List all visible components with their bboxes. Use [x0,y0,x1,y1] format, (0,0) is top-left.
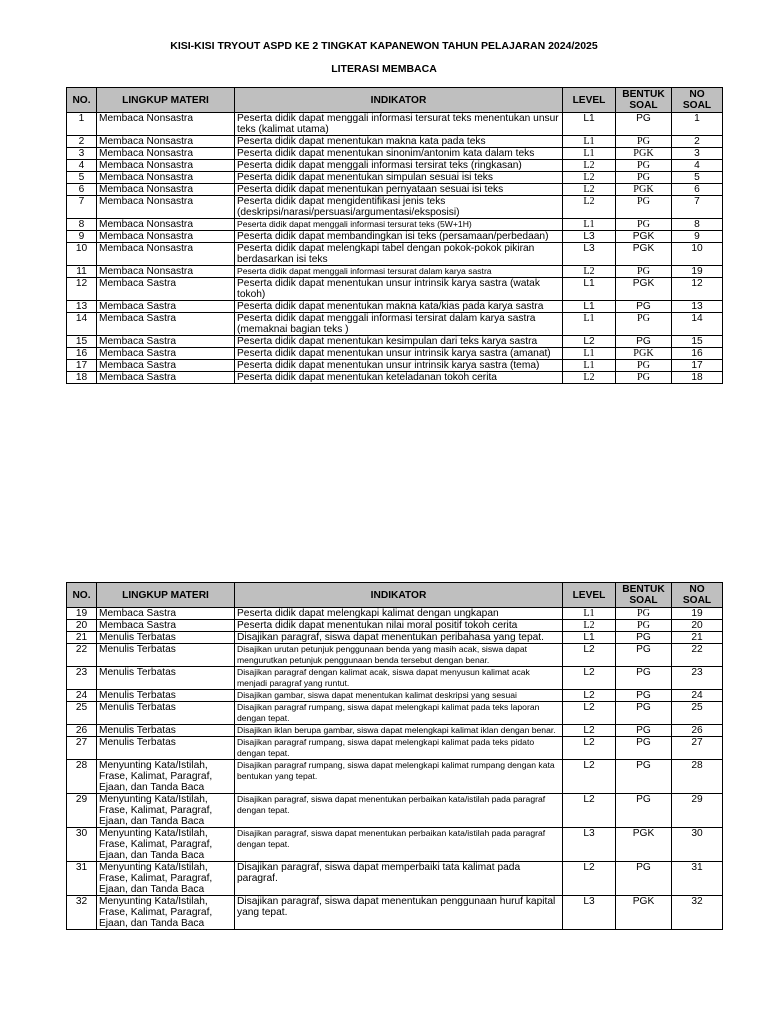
indikator-text: Disajikan paragraf rumpang, siswa dapat melengkapi kalimat pada teks pidato dengan tepat. [237,737,535,758]
level-cell: L1 [563,219,616,231]
lingkup-materi-cell: Membaca Nonsastra [97,243,235,266]
no-soal-cell: 13 [672,301,723,313]
indikator-text: Peserta didik dapat menggali informasi tersurat dalam karya sastra [237,266,492,276]
no-soal-cell: 15 [672,336,723,348]
header-indikator: INDIKATOR [235,88,563,113]
level-cell: L1 [563,608,616,620]
bentuk-soal-cell: PG [616,136,672,148]
no-soal-cell: 24 [672,690,723,702]
lingkup-materi-cell: Membaca Sastra [97,348,235,360]
table-row [67,196,723,219]
table-row [67,702,723,725]
no-soal-cell: 22 [672,644,723,667]
level-cell: L1 [563,136,616,148]
bentuk-soal-cell: PGK [616,896,672,930]
no-soal-cell: 29 [672,794,723,828]
no-soal-cell: 1 [672,113,723,136]
indikator-cell: Disajikan paragraf, siswa dapat memperbaiki tata kalimat pada paragraf. [235,862,563,896]
bentuk-soal-cell: PG [616,760,672,794]
bentuk-soal-cell: PG [616,313,672,336]
no-soal-cell: 17 [672,360,723,372]
lingkup-materi-cell: Membaca Nonsastra [97,196,235,219]
table-row [67,725,723,737]
no-soal-cell: 10 [672,243,723,266]
row-number-cell: 20 [67,620,97,632]
lingkup-materi-cell: Membaca Sastra [97,336,235,348]
lingkup-materi-cell: Membaca Nonsastra [97,266,235,278]
no-soal-cell: 26 [672,725,723,737]
header-lingkup-materi: LINGKUP MATERI [97,88,235,113]
table-row [67,172,723,184]
no-soal-cell: 8 [672,219,723,231]
bentuk-soal-cell: PGK [616,148,672,160]
no-soal-cell: 27 [672,737,723,760]
no-soal-cell: 21 [672,632,723,644]
kisi-kisi-table-2 [66,582,723,930]
indikator-cell: Peserta didik dapat mengidentifikasi jenis teks (deskripsi/narasi/persuasi/argumentasi/eksposisi) [235,196,563,219]
indikator-text: Disajikan urutan petunjuk penggunaan benda yang masih acak, siswa dapat mengurutkan petunjuk penggunaan benda tersebut dengan benar. [237,644,527,665]
no-soal-cell: 2 [672,136,723,148]
document-subtitle: LITERASI MEMBACA [331,63,437,75]
table-row [67,760,723,794]
bentuk-soal-cell: PG [616,862,672,896]
lingkup-materi-cell: Menulis Terbatas [97,737,235,760]
header-level: LEVEL [563,88,616,113]
header-indikator: INDIKATOR [235,583,563,608]
table-row [67,278,723,301]
bentuk-soal-cell: PG [616,113,672,136]
indikator-cell: Peserta didik dapat menentukan makna kata pada teks [235,136,563,148]
row-number-cell: 18 [67,372,97,384]
lingkup-materi-cell: Menulis Terbatas [97,667,235,690]
table-row [67,644,723,667]
row-number-cell: 15 [67,336,97,348]
lingkup-materi-cell: Menyunting Kata/Istilah, Frase, Kalimat, Paragraf, Ejaan, dan Tanda Baca [97,862,235,896]
indikator-cell: Peserta didik dapat menentukan unsur intrinsik karya sastra (watak tokoh) [235,278,563,301]
row-number-cell: 5 [67,172,97,184]
level-cell: L2 [563,690,616,702]
level-cell: L1 [563,360,616,372]
indikator-text: Disajikan paragraf, siswa dapat menentukan perbaikan kata/istilah pada paragraf dengan tepat. [237,794,546,815]
level-cell: L1 [563,148,616,160]
indikator-cell [235,667,563,690]
table-row [67,184,723,196]
bentuk-soal-cell: PG [616,196,672,219]
level-cell: L2 [563,196,616,219]
indikator-text: Disajikan paragraf, siswa dapat menentukan perbaikan kata/istilah pada paragraf dengan tepat. [237,828,546,849]
row-number-cell: 1 [67,113,97,136]
indikator-text: Disajikan paragraf rumpang, siswa dapat melengkapi kalimat pada teks laporan dengan tepat. [237,702,540,723]
row-number-cell: 14 [67,313,97,336]
bentuk-soal-cell: PGK [616,231,672,243]
lingkup-materi-cell: Membaca Nonsastra [97,231,235,243]
row-number-cell: 29 [67,794,97,828]
row-number-cell: 10 [67,243,97,266]
lingkup-materi-cell: Menulis Terbatas [97,690,235,702]
table-row [67,667,723,690]
no-soal-cell: 28 [672,760,723,794]
lingkup-materi-cell: Membaca Sastra [97,608,235,620]
bentuk-soal-cell: PG [616,336,672,348]
indikator-cell [235,266,563,278]
row-number-cell: 13 [67,301,97,313]
indikator-cell: Peserta didik dapat menggali informasi tersurat teks menentukan unsur teks (kalimat utama) [235,113,563,136]
header-no-soal: NO SOAL [672,583,723,608]
indikator-cell: Peserta didik dapat menentukan keteladanan tokoh cerita [235,372,563,384]
no-soal-cell: 19 [672,608,723,620]
no-soal-cell: 32 [672,896,723,930]
lingkup-materi-cell: Membaca Nonsastra [97,172,235,184]
table-row [67,160,723,172]
row-number-cell: 4 [67,160,97,172]
lingkup-materi-cell: Membaca Sastra [97,360,235,372]
no-soal-cell: 4 [672,160,723,172]
bentuk-soal-cell: PG [616,608,672,620]
table-header-row [67,583,723,608]
bentuk-soal-cell: PG [616,266,672,278]
row-number-cell: 26 [67,725,97,737]
table-row [67,360,723,372]
lingkup-materi-cell: Membaca Nonsastra [97,160,235,172]
table-row [67,243,723,266]
bentuk-soal-cell: PG [616,667,672,690]
bentuk-soal-cell: PG [616,690,672,702]
indikator-cell: Peserta didik dapat membandingkan isi teks (persamaan/perbedaan) [235,231,563,243]
table-row [67,632,723,644]
no-soal-cell: 30 [672,828,723,862]
bentuk-soal-cell: PGK [616,828,672,862]
indikator-text: Peserta didik dapat menggali informasi tersurat teks (5W+1H) [237,219,472,229]
level-cell: L2 [563,862,616,896]
level-cell: L3 [563,828,616,862]
lingkup-materi-cell: Menulis Terbatas [97,702,235,725]
level-cell: L2 [563,667,616,690]
bentuk-soal-cell: PG [616,301,672,313]
row-number-cell: 23 [67,667,97,690]
no-soal-cell: 7 [672,196,723,219]
indikator-cell: Peserta didik dapat menentukan unsur intrinsik karya sastra (amanat) [235,348,563,360]
level-cell: L1 [563,278,616,301]
no-soal-cell: 14 [672,313,723,336]
indikator-cell [235,702,563,725]
lingkup-materi-cell: Menulis Terbatas [97,632,235,644]
row-number-cell: 3 [67,148,97,160]
table-row [67,219,723,231]
bentuk-soal-cell: PG [616,702,672,725]
row-number-cell: 21 [67,632,97,644]
no-soal-cell: 19 [672,266,723,278]
row-number-cell: 9 [67,231,97,243]
no-soal-cell: 5 [672,172,723,184]
indikator-cell: Peserta didik dapat menentukan sinonim/antonim kata dalam teks [235,148,563,160]
document-title: KISI-KISI TRYOUT ASPD KE 2 TINGKAT KAPANEWON TAHUN PELAJARAN 2024/2025 [170,40,598,52]
indikator-text: Disajikan paragraf rumpang, siswa dapat melengkapi kalimat rumpang dengan kata bentukan yang tepat. [237,760,555,781]
indikator-cell [235,725,563,737]
table-row [67,266,723,278]
row-number-cell: 16 [67,348,97,360]
indikator-cell [235,794,563,828]
table-row [67,794,723,828]
table-row [67,896,723,930]
bentuk-soal-cell: PGK [616,278,672,301]
level-cell: L3 [563,896,616,930]
row-number-cell: 7 [67,196,97,219]
no-soal-cell: 25 [672,702,723,725]
table-row [67,136,723,148]
level-cell: L2 [563,702,616,725]
level-cell: L2 [563,644,616,667]
row-number-cell: 24 [67,690,97,702]
row-number-cell: 17 [67,360,97,372]
level-cell: L1 [563,113,616,136]
row-number-cell: 31 [67,862,97,896]
table-row [67,313,723,336]
level-cell: L2 [563,760,616,794]
indikator-cell [235,219,563,231]
indikator-cell: Peserta didik dapat menggali informasi tersirat teks (ringkasan) [235,160,563,172]
level-cell: L2 [563,266,616,278]
indikator-cell: Peserta didik dapat melengkapi kalimat dengan ungkapan [235,608,563,620]
row-number-cell: 25 [67,702,97,725]
row-number-cell: 30 [67,828,97,862]
no-soal-cell: 31 [672,862,723,896]
no-soal-cell: 12 [672,278,723,301]
lingkup-materi-cell: Menyunting Kata/Istilah, Frase, Kalimat, Paragraf, Ejaan, dan Tanda Baca [97,828,235,862]
table-row [67,620,723,632]
table-row [67,372,723,384]
row-number-cell: 22 [67,644,97,667]
indikator-text: Disajikan paragraf dengan kalimat acak, siswa dapat menyusun kalimat acak menjadi paragraf yang runtut. [237,667,530,688]
bentuk-soal-cell: PGK [616,184,672,196]
row-number-cell: 2 [67,136,97,148]
bentuk-soal-cell: PG [616,372,672,384]
lingkup-materi-cell: Menulis Terbatas [97,725,235,737]
table-header-row [67,88,723,113]
level-cell: L1 [563,313,616,336]
row-number-cell: 6 [67,184,97,196]
lingkup-materi-cell: Membaca Nonsastra [97,184,235,196]
bentuk-soal-cell: PG [616,172,672,184]
indikator-cell [235,760,563,794]
header-level: LEVEL [563,583,616,608]
indikator-cell [235,737,563,760]
no-soal-cell: 23 [672,667,723,690]
table-row [67,690,723,702]
row-number-cell: 32 [67,896,97,930]
header-no: NO. [67,583,97,608]
indikator-cell: Peserta didik dapat menentukan unsur intrinsik karya sastra (tema) [235,360,563,372]
bentuk-soal-cell: PG [616,219,672,231]
lingkup-materi-cell: Membaca Sastra [97,278,235,301]
table-row [67,348,723,360]
level-cell: L2 [563,172,616,184]
lingkup-materi-cell: Menulis Terbatas [97,644,235,667]
level-cell: L2 [563,620,616,632]
bentuk-soal-cell: PG [616,725,672,737]
kisi-kisi-table-1 [66,87,723,384]
lingkup-materi-cell: Membaca Sastra [97,301,235,313]
lingkup-materi-cell: Menyunting Kata/Istilah, Frase, Kalimat, Paragraf, Ejaan, dan Tanda Baca [97,794,235,828]
table-row [67,336,723,348]
row-number-cell: 19 [67,608,97,620]
table-row [67,148,723,160]
level-cell: L1 [563,301,616,313]
row-number-cell: 12 [67,278,97,301]
lingkup-materi-cell: Membaca Sastra [97,313,235,336]
bentuk-soal-cell: PG [616,620,672,632]
no-soal-cell: 3 [672,148,723,160]
level-cell: L2 [563,725,616,737]
indikator-cell: Peserta didik dapat menentukan nilai moral positif tokoh cerita [235,620,563,632]
row-number-cell: 28 [67,760,97,794]
indikator-cell [235,690,563,702]
lingkup-materi-cell: Membaca Nonsastra [97,219,235,231]
header-bentuk-soal: BENTUK SOAL [616,583,672,608]
header-lingkup-materi: LINGKUP MATERI [97,583,235,608]
table-row [67,231,723,243]
level-cell: L3 [563,243,616,266]
row-number-cell: 8 [67,219,97,231]
bentuk-soal-cell: PG [616,632,672,644]
lingkup-materi-cell: Membaca Nonsastra [97,136,235,148]
indikator-text: Disajikan gambar, siswa dapat menentukan kalimat deskripsi yang sesuai [237,690,517,700]
indikator-cell: Peserta didik dapat menggali informasi tersirat dalam karya sastra (memaknai bagian teks ) [235,313,563,336]
level-cell: L1 [563,348,616,360]
no-soal-cell: 9 [672,231,723,243]
indikator-text: Disajikan iklan berupa gambar, siswa dapat melengkapi kalimat iklan dengan benar. [237,725,556,735]
level-cell: L2 [563,372,616,384]
header-no: NO. [67,88,97,113]
bentuk-soal-cell: PG [616,794,672,828]
indikator-cell: Peserta didik dapat menentukan pernyataan sesuai isi teks [235,184,563,196]
level-cell: L1 [563,632,616,644]
indikator-cell: Peserta didik dapat menentukan makna kata/kias pada karya sastra [235,301,563,313]
header-bentuk-soal: BENTUK SOAL [616,88,672,113]
table-row [67,828,723,862]
level-cell: L2 [563,336,616,348]
lingkup-materi-cell: Menyunting Kata/Istilah, Frase, Kalimat, Paragraf, Ejaan, dan Tanda Baca [97,760,235,794]
bentuk-soal-cell: PGK [616,243,672,266]
row-number-cell: 11 [67,266,97,278]
bentuk-soal-cell: PG [616,737,672,760]
table-row [67,113,723,136]
indikator-cell [235,828,563,862]
lingkup-materi-cell: Membaca Sastra [97,620,235,632]
indikator-cell: Peserta didik dapat menentukan simpulan sesuai isi teks [235,172,563,184]
bentuk-soal-cell: PG [616,644,672,667]
no-soal-cell: 6 [672,184,723,196]
indikator-cell: Peserta didik dapat melengkapi tabel dengan pokok-pokok pikiran berdasarkan isi teks [235,243,563,266]
no-soal-cell: 18 [672,372,723,384]
lingkup-materi-cell: Membaca Sastra [97,372,235,384]
indikator-cell: Disajikan paragraf, siswa dapat menentukan penggunaan huruf kapital yang tepat. [235,896,563,930]
no-soal-cell: 20 [672,620,723,632]
level-cell: L2 [563,794,616,828]
level-cell: L2 [563,160,616,172]
level-cell: L2 [563,184,616,196]
indikator-cell: Disajikan paragraf, siswa dapat menentukan peribahasa yang tepat. [235,632,563,644]
indikator-cell: Peserta didik dapat menentukan kesimpulan dari teks karya sastra [235,336,563,348]
table-row [67,737,723,760]
row-number-cell: 27 [67,737,97,760]
indikator-cell [235,644,563,667]
table-row [67,862,723,896]
table-row [67,608,723,620]
table-row [67,301,723,313]
lingkup-materi-cell: Membaca Nonsastra [97,148,235,160]
header-no-soal: NO SOAL [672,88,723,113]
bentuk-soal-cell: PG [616,160,672,172]
level-cell: L3 [563,231,616,243]
bentuk-soal-cell: PGK [616,348,672,360]
no-soal-cell: 16 [672,348,723,360]
lingkup-materi-cell: Menyunting Kata/Istilah, Frase, Kalimat, Paragraf, Ejaan, dan Tanda Baca [97,896,235,930]
level-cell: L2 [563,737,616,760]
lingkup-materi-cell: Membaca Nonsastra [97,113,235,136]
bentuk-soal-cell: PG [616,360,672,372]
